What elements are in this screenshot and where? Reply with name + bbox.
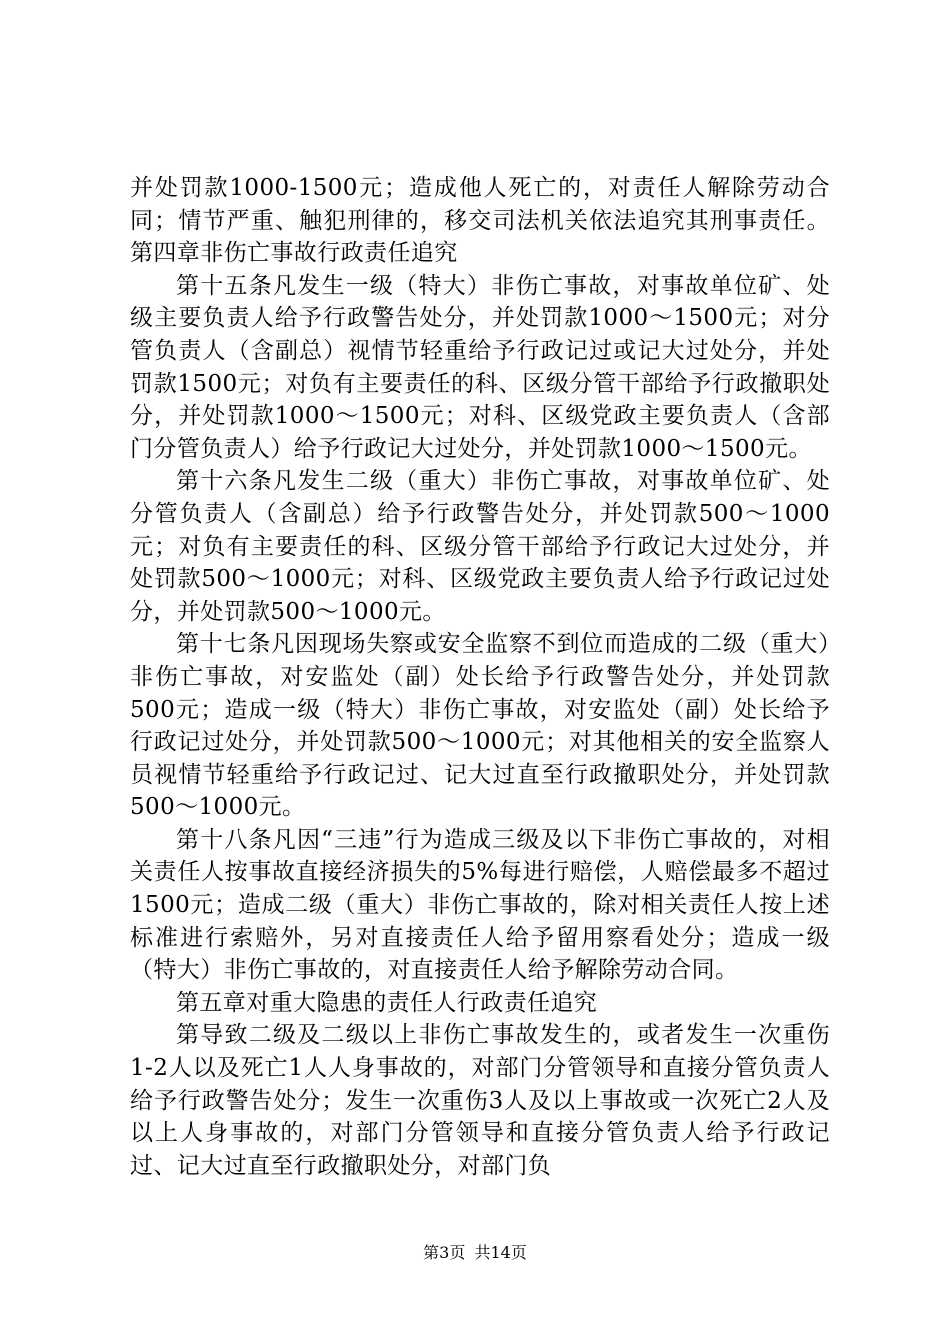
document-body [130, 172, 830, 1182]
paragraph-article-18: 第十八条凡因“三违”行为造成三级及以下非伤亡事故的，对相关责任人按事故直接经济损失的5%每进行赔偿，人赔偿最多不超过1500元；造成二级（重大）非伤亡事故的，除对相关责任人按上述标准进行索赔外，另对直接责任人给予留用察看处分；造成一级（特大）非伤亡事故的，对直接责任人给予解除劳动合同。 [130, 826, 830, 984]
paragraph-1: 并处罚款1000-1500元；造成他人死亡的，对责任人解除劳动合同；情节严重、触犯刑律的，移交司法机关依法追究其刑事责任。第四章非伤亡事故行政责任追究 [130, 175, 830, 267]
paragraph-article-16: 第十六条凡发生二级（重大）非伤亡事故，对事故单位矿、处分管负责人（含副总）给予行政警告处分，并处罚款500～1000元；对负有主要责任的科、区级分管干部给予行政记大过处分，并处罚款500～1000元；对科、区级党政主要负责人给予行政记过处分，并处罚款500～1000元。 [130, 468, 830, 625]
chapter-5-heading: 第五章对重大隐患的责任人行政责任追究 [176, 989, 598, 1016]
page-footer [0, 1243, 950, 1263]
page-total: 共14页 [474, 1243, 527, 1262]
paragraph-article-15: 第十五条凡发生一级（特大）非伤亡事故，对事故单位矿、处级主要负责人给予行政警告处分，并处罚款1000～1500元；对分管负责人（含副总）视情节轻重给予行政记过或记大过处分，并处罚款1500元；对负有主要责任的科、区级分管干部给予行政撤职处分，并处罚款1000～1500元；对科、区级党政主要负责人（含部门分管负责人）给予行政记大过处分，并处罚款1000～1500元。 [130, 272, 830, 462]
paragraph-chapter-5-article: 第导致二级及二级以上非伤亡事故发生的，或者发生一次重伤1-2人以及死亡1人人身事故的，对部门分管领导和直接分管负责人给予行政警告处分；发生一次重伤3人及以上事故或一次死亡2人及以上人身事故的，对部门分管领导和直接分管负责人给予行政记过、记大过直至行政撤职处分，对部门负 [130, 1022, 830, 1179]
paragraph-article-17: 第十七条凡因现场失察或安全监察不到位而造成的二级（重大）非伤亡事故，对安监处（副）处长给予行政警告处分，并处罚款500元；造成一级（特大）非伤亡事故，对安监处（副）处长给予行政记过处分，并处罚款500～1000元；对其他相关的安全监察人员视情节轻重给予行政记过、记大过直至行政撤职处分，并处罚款500～1000元。 [130, 631, 830, 821]
page-number: 第3页 [423, 1243, 466, 1262]
